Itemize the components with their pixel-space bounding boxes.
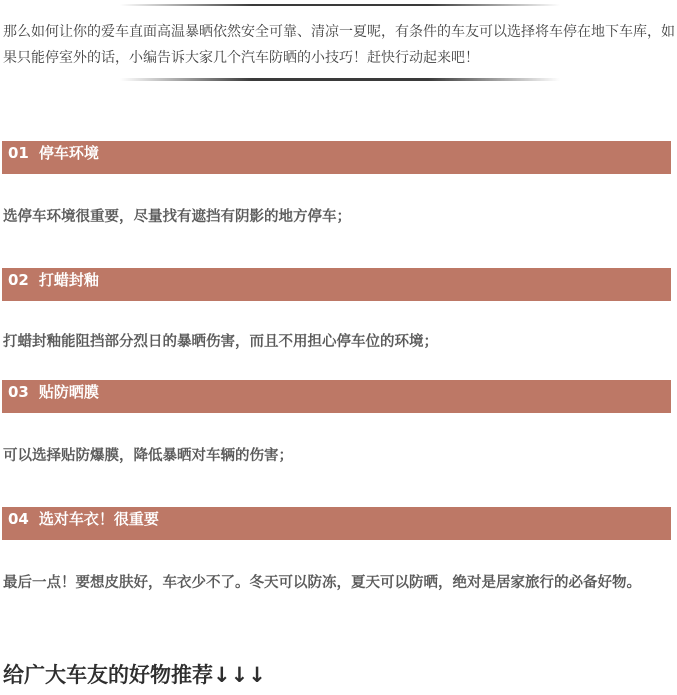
section-body-02: 打蜡封釉能阻挡部分烈日的暴晒伤害，而且不用担心停车位的环境； — [3, 334, 438, 350]
intro-paragraph: 那么如何让你的爱车直面高温暴晒依然安全可靠、清凉一夏呢，有条件的车友可以选择将车停在地下车库，如果只能停室外的话，小编告诉大家几个汽车防晒的小技巧！赶快行动起来吧！ — [3, 24, 675, 66]
section-title: 选对车衣！很重要 — [38, 510, 159, 528]
section-header-01 — [2, 141, 671, 174]
section-title: 贴防晒膜 — [38, 383, 99, 401]
recommend-heading: 给广大车友的好物推荐↓↓↓ — [3, 663, 266, 687]
top-divider — [120, 4, 560, 6]
intro-divider — [120, 78, 560, 81]
section-title: 停车环境 — [38, 144, 99, 162]
section-body-04: 最后一点！要想皮肤好，车衣少不了。冬天可以防冻，夏天可以防晒，绝对是居家旅行的必备好物。 — [3, 575, 641, 591]
section-number: 04 — [8, 510, 29, 528]
section-header-03 — [2, 380, 671, 413]
section-body-01: 选停车环境很重要，尽量找有遮挡有阴影的地方停车； — [3, 209, 351, 225]
section-header-02 — [2, 268, 671, 301]
section-header-04 — [2, 507, 671, 540]
section-body-03: 可以选择贴防爆膜，降低暴晒对车辆的伤害； — [3, 448, 293, 464]
section-number: 01 — [8, 144, 29, 162]
section-number: 03 — [8, 383, 29, 401]
section-number: 02 — [8, 271, 29, 289]
section-title: 打蜡封釉 — [38, 271, 99, 289]
